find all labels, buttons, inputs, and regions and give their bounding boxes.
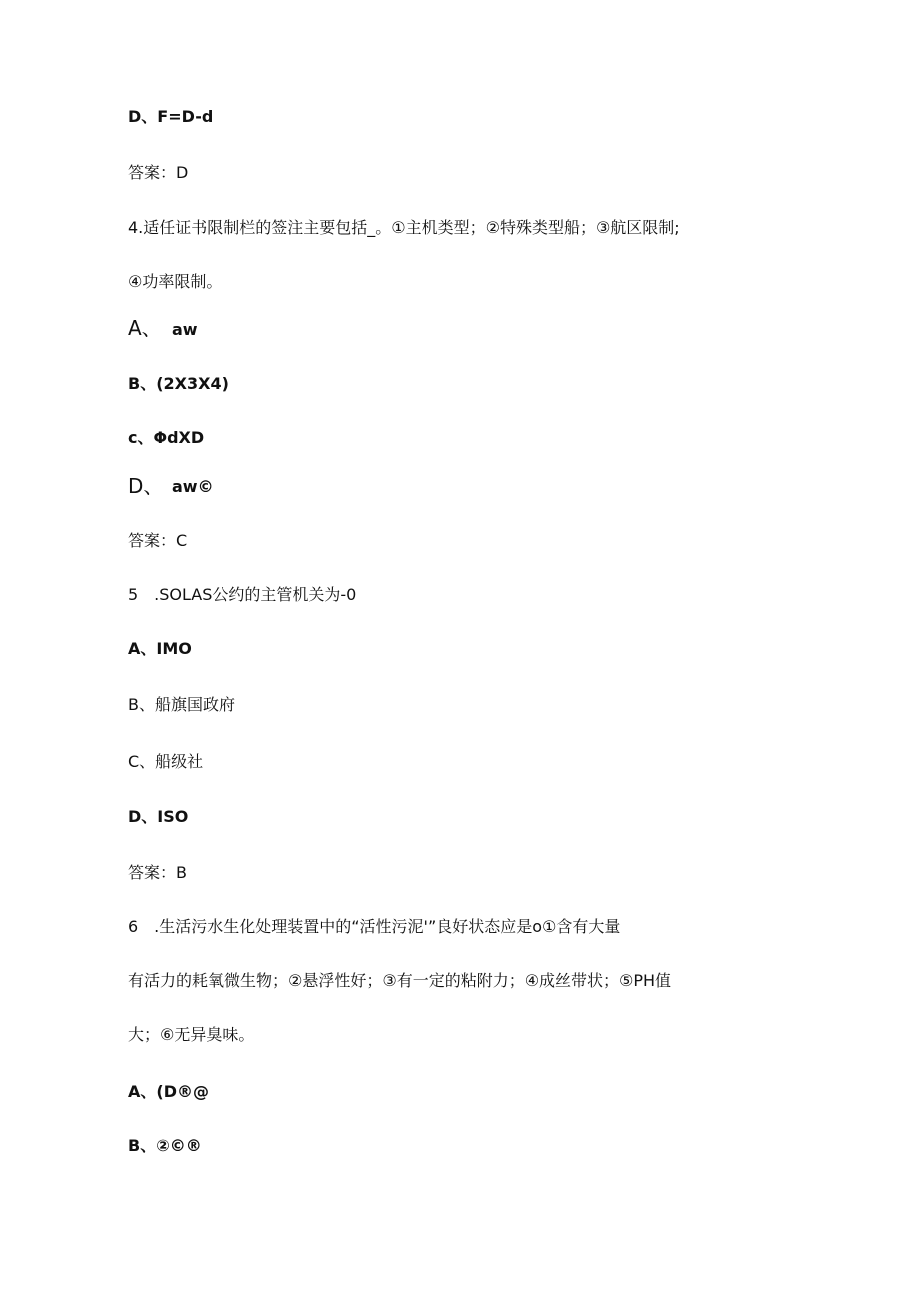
option-c: c、ΦdXD (128, 428, 205, 447)
option-c: C、船级社 (128, 752, 204, 771)
question-4-continued: ④功率限制。 (128, 272, 223, 291)
option-b: B、(2X3X4) (128, 374, 229, 393)
option-a: A、IMO (128, 639, 192, 658)
question-4: 4.适任证书限制栏的签注主要包括_。①主机类型；②特殊类型船；③航区限制; (128, 218, 680, 237)
answer: 答案：B (128, 863, 187, 882)
option-d: D、ISO (128, 807, 189, 826)
option-b: B、②©® (128, 1136, 202, 1155)
option-d-label: D、 (128, 474, 164, 498)
option-a-text: aw (172, 320, 198, 339)
answer: 答案：D (128, 163, 189, 182)
option-d: D、F=D-d (128, 107, 214, 126)
answer: 答案：C (128, 531, 188, 550)
option-d-text: aw© (172, 477, 214, 496)
option-a: A、(D®@ (128, 1082, 209, 1101)
option-a-label: A、 (128, 316, 162, 340)
option-b: B、船旗国政府 (128, 695, 235, 714)
question-6-continued: 有活力的耗氧微生物；②悬浮性好；③有一定的粘附力；④成丝带状；⑤PH值 (128, 971, 672, 990)
question-6: 6 .生活污水生化处理装置中的“活性污泥'”良好状态应是o①含有大量 (128, 917, 621, 936)
question-5: 5 .SOLAS公约的主管机关为-0 (128, 585, 357, 604)
question-6-end: 大；⑥无异臭味。 (128, 1025, 255, 1044)
